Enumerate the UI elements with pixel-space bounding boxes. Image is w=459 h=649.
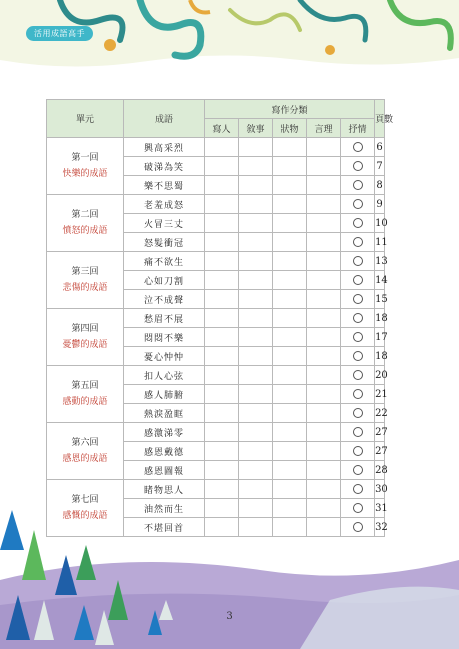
page-cell: 20 [375, 366, 385, 385]
category-cell [307, 233, 341, 252]
circle-icon [353, 237, 363, 247]
footer-landscape [0, 500, 459, 649]
category-cell [205, 423, 239, 442]
table-row [47, 195, 385, 214]
page-cell: 30 [375, 480, 385, 499]
category-cell [273, 328, 307, 347]
circle-icon [353, 256, 363, 266]
category-cell [273, 404, 307, 423]
category-cell [205, 347, 239, 366]
category-cell [341, 290, 375, 309]
circle-icon [353, 332, 363, 342]
unit-cell [47, 138, 124, 195]
table-row [47, 309, 385, 328]
circle-icon [353, 465, 363, 475]
page-cell: 22 [375, 404, 385, 423]
unit-title: 第五回 [71, 381, 99, 391]
series-badge: 活用成語高手 [26, 26, 93, 41]
category-cell [307, 385, 341, 404]
category-cell [273, 233, 307, 252]
page-cell: 32 [375, 518, 385, 537]
category-cell [205, 290, 239, 309]
page-cell: 14 [375, 271, 385, 290]
category-cell [341, 385, 375, 404]
category-cell [205, 252, 239, 271]
idiom-cell: 悶悶不樂 [124, 328, 205, 347]
category-cell [239, 195, 273, 214]
circle-icon [353, 161, 363, 171]
unit-subtitle: 憤怒的成語 [62, 226, 108, 236]
unit-subtitle: 感慨的成語 [62, 511, 108, 521]
circle-icon [353, 313, 363, 323]
category-cell [239, 271, 273, 290]
unit-title: 第二回 [71, 210, 99, 220]
page-cell: 13 [375, 252, 385, 271]
category-cell [205, 385, 239, 404]
idiom-cell: 愁眉不展 [124, 309, 205, 328]
category-cell [239, 233, 273, 252]
page-cell: 27 [375, 442, 385, 461]
unit-cell [47, 252, 124, 309]
page-cell: 11 [375, 233, 385, 252]
header-unit: 單元 [47, 100, 124, 138]
idiom-cell: 老羞成怒 [124, 195, 205, 214]
category-cell [273, 271, 307, 290]
page-cell: 17 [375, 328, 385, 347]
unit-subtitle: 悲傷的成語 [62, 283, 108, 293]
table-row [47, 480, 385, 499]
category-cell [307, 214, 341, 233]
category-cell [307, 423, 341, 442]
idiom-cell: 火冒三丈 [124, 214, 205, 233]
page-cell: 18 [375, 309, 385, 328]
table-row [47, 138, 385, 157]
header-page: 頁數 [375, 100, 385, 138]
category-cell [307, 347, 341, 366]
category-cell [341, 233, 375, 252]
page-cell: 28 [375, 461, 385, 480]
category-cell [341, 271, 375, 290]
category-cell [307, 480, 341, 499]
category-cell [239, 442, 273, 461]
category-cell [341, 195, 375, 214]
circle-icon [353, 142, 363, 152]
category-cell [239, 138, 273, 157]
page-cell: 21 [375, 385, 385, 404]
category-cell [273, 195, 307, 214]
idiom-cell: 油然而生 [124, 499, 205, 518]
category-cell [239, 290, 273, 309]
category-cell [341, 309, 375, 328]
category-cell [273, 423, 307, 442]
category-cell [205, 233, 239, 252]
category-cell [341, 138, 375, 157]
category-cell [307, 404, 341, 423]
category-cell [341, 366, 375, 385]
category-cell [341, 252, 375, 271]
category-cell [341, 176, 375, 195]
category-cell [341, 347, 375, 366]
category-cell [307, 442, 341, 461]
category-cell [307, 195, 341, 214]
category-cell [341, 480, 375, 499]
category-cell [205, 461, 239, 480]
category-cell [239, 214, 273, 233]
category-cell [205, 271, 239, 290]
category-cell [273, 366, 307, 385]
category-cell [205, 309, 239, 328]
unit-subtitle: 快樂的成語 [62, 169, 108, 179]
category-cell [307, 290, 341, 309]
idiom-cell: 興高采烈 [124, 138, 205, 157]
unit-cell [47, 195, 124, 252]
unit-title: 第三回 [71, 267, 99, 277]
page-cell: 8 [375, 176, 385, 195]
category-cell [307, 366, 341, 385]
page-cell: 31 [375, 499, 385, 518]
idiom-cell: 感人肺腑 [124, 385, 205, 404]
category-cell [205, 157, 239, 176]
header-idiom: 成語 [124, 100, 205, 138]
category-cell [205, 366, 239, 385]
category-cell [307, 138, 341, 157]
category-cell [239, 309, 273, 328]
idiom-cell: 睹物思人 [124, 480, 205, 499]
category-cell [273, 385, 307, 404]
idiom-cell: 痛不欲生 [124, 252, 205, 271]
table-row [47, 366, 385, 385]
category-cell [205, 328, 239, 347]
header-category: 狀物 [273, 119, 307, 138]
category-cell [273, 138, 307, 157]
circle-icon [353, 427, 363, 437]
circle-icon [353, 389, 363, 399]
category-cell [239, 423, 273, 442]
page-cell: 18 [375, 347, 385, 366]
category-cell [239, 328, 273, 347]
category-cell [205, 195, 239, 214]
category-cell [307, 176, 341, 195]
category-cell [239, 157, 273, 176]
category-cell [307, 157, 341, 176]
table-row [47, 423, 385, 442]
header-category: 言理 [307, 119, 341, 138]
circle-icon [353, 218, 363, 228]
circle-icon [353, 408, 363, 418]
category-cell [273, 347, 307, 366]
unit-title: 第七回 [71, 495, 99, 505]
idiom-cell: 扣人心弦 [124, 366, 205, 385]
category-cell [341, 328, 375, 347]
idiom-cell: 泣不成聲 [124, 290, 205, 309]
category-cell [205, 442, 239, 461]
idiom-cell: 破涕為笑 [124, 157, 205, 176]
category-cell [341, 157, 375, 176]
category-cell [341, 461, 375, 480]
category-cell [273, 442, 307, 461]
unit-subtitle: 憂鬱的成語 [62, 340, 108, 350]
unit-title: 第一回 [71, 153, 99, 163]
category-cell [239, 480, 273, 499]
idiom-cell: 不堪回首 [124, 518, 205, 537]
category-cell [205, 176, 239, 195]
category-cell [307, 271, 341, 290]
category-cell [239, 404, 273, 423]
circle-icon [353, 199, 363, 209]
category-cell [205, 214, 239, 233]
category-cell [273, 480, 307, 499]
header-category-group: 寫作分類 [205, 100, 375, 119]
category-cell [273, 176, 307, 195]
unit-subtitle: 感恩的成語 [62, 454, 108, 464]
category-cell [307, 252, 341, 271]
unit-subtitle: 感動的成語 [62, 397, 108, 407]
idiom-cell: 怒髮衝冠 [124, 233, 205, 252]
page-cell: 10 [375, 214, 385, 233]
category-cell [205, 480, 239, 499]
category-cell [307, 328, 341, 347]
header-category: 敘事 [239, 119, 273, 138]
unit-title: 第四回 [71, 324, 99, 334]
circle-icon [353, 484, 363, 494]
idiom-cell: 感激涕零 [124, 423, 205, 442]
category-cell [239, 252, 273, 271]
circle-icon [353, 180, 363, 190]
idiom-cell: 樂不思蜀 [124, 176, 205, 195]
category-cell [341, 404, 375, 423]
category-cell [273, 290, 307, 309]
category-cell [273, 309, 307, 328]
category-cell [341, 442, 375, 461]
category-cell [341, 214, 375, 233]
header-category: 寫人 [205, 119, 239, 138]
idiom-cell: 心如刀割 [124, 271, 205, 290]
circle-icon [353, 294, 363, 304]
category-cell [239, 176, 273, 195]
unit-cell [47, 309, 124, 366]
circle-icon [353, 446, 363, 456]
category-cell [239, 385, 273, 404]
page-cell: 15 [375, 290, 385, 309]
circle-icon [353, 370, 363, 380]
circle-icon [353, 275, 363, 285]
category-cell [205, 404, 239, 423]
category-cell [239, 347, 273, 366]
table-row [47, 252, 385, 271]
unit-title: 第六回 [71, 438, 99, 448]
page-number: 3 [226, 611, 233, 622]
idiom-cell: 熱淚盈眶 [124, 404, 205, 423]
idiom-cell: 感恩戴德 [124, 442, 205, 461]
page-cell: 6 [375, 138, 385, 157]
category-cell [307, 309, 341, 328]
category-cell [273, 252, 307, 271]
unit-cell [47, 366, 124, 423]
category-cell [273, 214, 307, 233]
category-cell [239, 366, 273, 385]
category-cell [341, 423, 375, 442]
unit-cell [47, 423, 124, 480]
category-cell [273, 461, 307, 480]
page-cell: 27 [375, 423, 385, 442]
category-cell [307, 461, 341, 480]
idiom-index-table [46, 99, 394, 537]
page-cell: 7 [375, 157, 385, 176]
header-category: 抒情 [341, 119, 375, 138]
idiom-cell: 感恩圖報 [124, 461, 205, 480]
category-cell [205, 138, 239, 157]
circle-icon [353, 351, 363, 361]
category-cell [239, 461, 273, 480]
idiom-cell: 憂心忡忡 [124, 347, 205, 366]
category-cell [273, 157, 307, 176]
page-cell: 9 [375, 195, 385, 214]
